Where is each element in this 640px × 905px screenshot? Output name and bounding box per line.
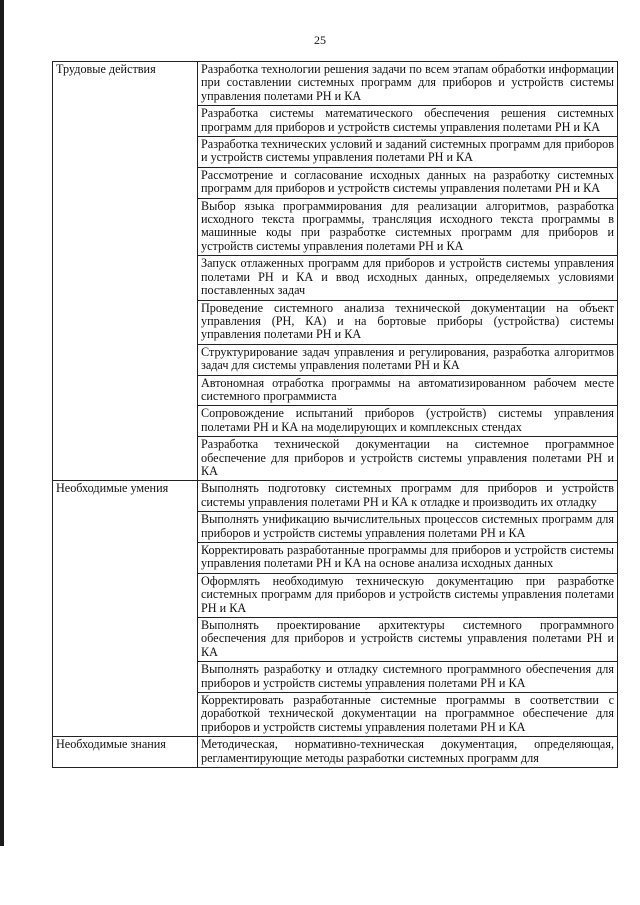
section-item: Запуск отлаженных программ для приборов и устройств системы управления полетами РН и КА и ввод исходных данных, определяемых условиями поставленных задач <box>198 256 618 300</box>
section-item: Сопровождение испытаний приборов (устройств) системы управления полетами РН и КА на моделирующих и комплексных стендах <box>198 406 618 437</box>
section-item: Выполнять проектирование архитектуры системного программного обеспечения для приборов и устройств системы управления полетами РН и КА <box>198 618 618 662</box>
section-label: Необходимые знания <box>53 737 198 768</box>
section-item: Проведение системного анализа технической документации на объект управления (РН, КА) и на бортовые приборы (устройства) системы управления полетами РН и КА <box>198 300 618 344</box>
section-item: Структурирование задач управления и регулирования, разработка алгоритмов задач для системы управления полетами РН и КА <box>198 344 618 375</box>
section-item: Методическая, нормативно-техническая документация, определяющая, регламентирующие методы разработки системных программ для <box>198 737 618 768</box>
page-bottom-margin <box>0 846 640 905</box>
competency-table <box>52 61 618 768</box>
section-item: Разработка технологии решения задачи по всем этапам обработки информации при составлении системных программ для приборов и устройств системы управления полетами РН и КА <box>198 62 618 106</box>
section-item: Выполнять подготовку системных программ для приборов и устройств системы управления полетами РН и КА к отладке и производить их отладку <box>198 481 618 512</box>
table-row <box>53 737 618 768</box>
section-item: Разработка технических условий и заданий системных программ для приборов и устройств системы управления полетами РН и КА <box>198 137 618 168</box>
section-item: Корректировать разработанные системные программы в соответствии с доработкой технической документации на программное обеспечение для приборов и устройств системы управления полетами РН и КА <box>198 693 618 737</box>
page-number: 25 <box>314 33 326 47</box>
table-row <box>53 62 618 106</box>
section-label: Необходимые умения <box>53 481 198 737</box>
section-label: Трудовые действия <box>53 62 198 481</box>
scan-left-edge <box>0 0 4 905</box>
section-item: Корректировать разработанные программы для приборов и устройств системы управления полетами РН и КА на основе анализа исходных данных <box>198 543 618 574</box>
section-item: Разработка технической документации на системное программное обеспечение для приборов и устройств системы управления полетами РН и КА <box>198 437 618 481</box>
table-row <box>53 481 618 512</box>
section-item: Рассмотрение и согласование исходных данных на разработку системных программ для приборов и устройств системы управления полетами РН и КА <box>198 167 618 198</box>
section-item: Выбор языка программирования для реализации алгоритмов, разработка исходного текста программы, трансляция исходного текста программы в машинные коды при разработке системных программ для приборов и устройств системы управления полетами РН и КА <box>198 198 618 256</box>
section-item: Выполнять унификацию вычислительных процессов системных программ для приборов и устройств системы управления полетами РН и КА <box>198 512 618 543</box>
section-item: Разработка системы математического обеспечения решения системных программ для приборов и устройств системы управления полетами РН и КА <box>198 106 618 137</box>
section-item: Автономная отработка программы на автоматизированном рабочем месте системного программиста <box>198 375 618 406</box>
section-item: Оформлять необходимую техническую документацию при разработке системных программ для приборов и устройств системы управления полетами РН и КА <box>198 573 618 617</box>
section-item: Выполнять разработку и отладку системного программного обеспечения для приборов и устройств системы управления полетами РН и КА <box>198 662 618 693</box>
competency-table-body <box>53 62 618 768</box>
